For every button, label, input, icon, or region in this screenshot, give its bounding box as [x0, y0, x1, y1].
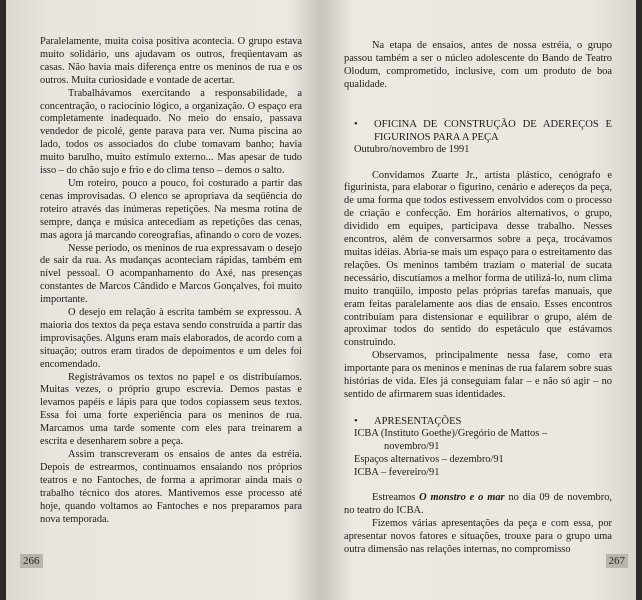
paragraph [344, 492, 612, 518]
page-number: 267 [606, 554, 629, 568]
paragraph: Nesse período, os meninos de rua expressavam o desejo de sair da rua. As mudanças aconteciam rápidas, também em nível pessoal. O acompanhamento do Axé, nas presenças constantes de Marcos Cândido e Marcos Gonçalves, foi muito importante. [40, 242, 302, 306]
paragraph: Na etapa de ensaios, antes de nossa estréia, o grupo passou também a ser o núcleo adolescente do Bando de Teatro Olodum, comprometido, inclusive, com um produto de boa qualidade. [344, 40, 612, 90]
left-page-text [40, 36, 302, 526]
paragraph: Paralelamente, muita coisa positiva acontecia. O grupo estava muito solidário, uns ajudavam os outros, freqüentavam as casas. Não havia mais diferença entre os meninos de rua e os outros. Muita curiosidade e vontade de acertar. [40, 36, 302, 86]
list-item: ICBA – fevereiro/91 [354, 466, 440, 478]
paragraph: Registrávamos os textos no papel e os distribuíamos. Muitas vezes, o próprio grupo escrevia. Demos pastas e levamos papéis e lápis para que todos copiassem seus textos. Essa foi uma forte experiência para os meninos de rua. Marcamos uma tarde somente com eles para treinarem a escrita e desenharem sobre a peça. [40, 371, 302, 448]
right-page-text [344, 40, 612, 557]
section-heading [344, 415, 612, 428]
paragraph: Trabalhávamos exercitando a responsabilidade, a concentração, o raciocínio lógico, a organização. O espaço era completamente inadequado. No meio do ensaio, passava vendedor de picolé, gente parava para ver. Numa piscina ao lado, todos os associados do clube tomavam banho; havia muito barulho, muito estímulo externo... Mas apesar de tudo isso – do chão sujo e frio e do clima tenso – demos o salto. [40, 87, 302, 177]
section-heading [344, 118, 612, 144]
list-item: ICBA (Instituto Goethe)/Gregório de Mattos – [354, 427, 548, 439]
presentations-list [344, 428, 612, 480]
paragraph: O desejo em relação à escrita também se expressou. A maioria dos textos da peça estava sendo construída a partir das improvisações. Alguns eram mais elaborados, de acordo com a situação; outros eram tirados de depoimentos e um deles foi encomendado. [40, 307, 302, 370]
list-item: Espaços alternativos – dezembro/91 [354, 453, 504, 465]
premiere-text: no dia 09 de novembro, no teatro do ICBA. [344, 492, 613, 517]
left-page [8, 0, 320, 600]
page-number: 266 [20, 554, 43, 568]
paragraph: Convidamos Zuarte Jr., artista plástico, cenógrafo e figurinista, para elaborar o figurino, cenário e adereços da peça, de uma forma que todos estivessem envolvidos com o processo de criação e confecção. Em horários alternativos, o grupo, dividido em equipes, participava desse trabalho. Nesses encontros, além de conversarmos sobre a peça, trocávamos muitas idéias. Abria-se mais um espaço para o estreitamento das relações. Os meninos também traziam o material de sucata necessário, discutíamos a melhor forma de utilizá-lo, num clima muito tranqüilo, imposto pelas próprias tarefas manuais, que eram feitas paralelamente aos dias de ensaio. Esses encontros contribuíam para distensionar e equilibrar o grupo, além de aproximar todos do sentido do espetáculo que estávamos construindo. [344, 169, 612, 349]
right-edge [636, 0, 642, 600]
play-title: O monstro e o mar [419, 492, 505, 504]
section-title: OFICINA DE CONSTRUÇÃO DE ADEREÇOS E FIGURINOS PARA A PEÇA [374, 118, 612, 143]
paragraph: Assim transcreveram os ensaios de antes da estréia. Depois de estrearmos, continuamos ensaiando nos próprios teatros e no Fantoches, de forma a aprimorar ainda mais o trabalho técnico dos atores. Mantivemos esse processo até hoje, quando voltamos ao Fantoches e nos preparamos para nova temporada. [40, 449, 302, 525]
paragraph: Fizemos várias apresentações da peça e com essa, por apresentar novos fatores e situações, trouxe para o grupo uma outra dimensão nas relações internas, no compromisso [344, 518, 612, 556]
bullet-icon: • [354, 415, 358, 427]
left-edge [0, 0, 6, 600]
paragraph: Um roteiro, pouco a pouco, foi costurado a partir das cenas improvisadas. O elenco se apropriava da seqüência do roteiro através das inúmeras repetições. Na mesma rotina de sempre, dança e música antecediam as repetições das cenas, mas agora já marcando coreografias, afinando o coro de vozes. [40, 177, 302, 241]
premiere-text: Estreamos [372, 492, 420, 504]
bullet-icon: • [354, 118, 358, 130]
list-item: novembro/91 [384, 440, 440, 452]
section-title: APRESENTAÇÕES [374, 415, 462, 427]
section-date: Outubro/novembro de 1991 [354, 143, 470, 155]
right-page [326, 0, 636, 600]
paragraph: Observamos, principalmente nessa fase, como era importante para os meninos e meninas de rua falarem sobre suas histórias de vida. Eles já conseguiam falar – e não só agir – no sentido de afirmarem suas identidades. [344, 350, 612, 400]
